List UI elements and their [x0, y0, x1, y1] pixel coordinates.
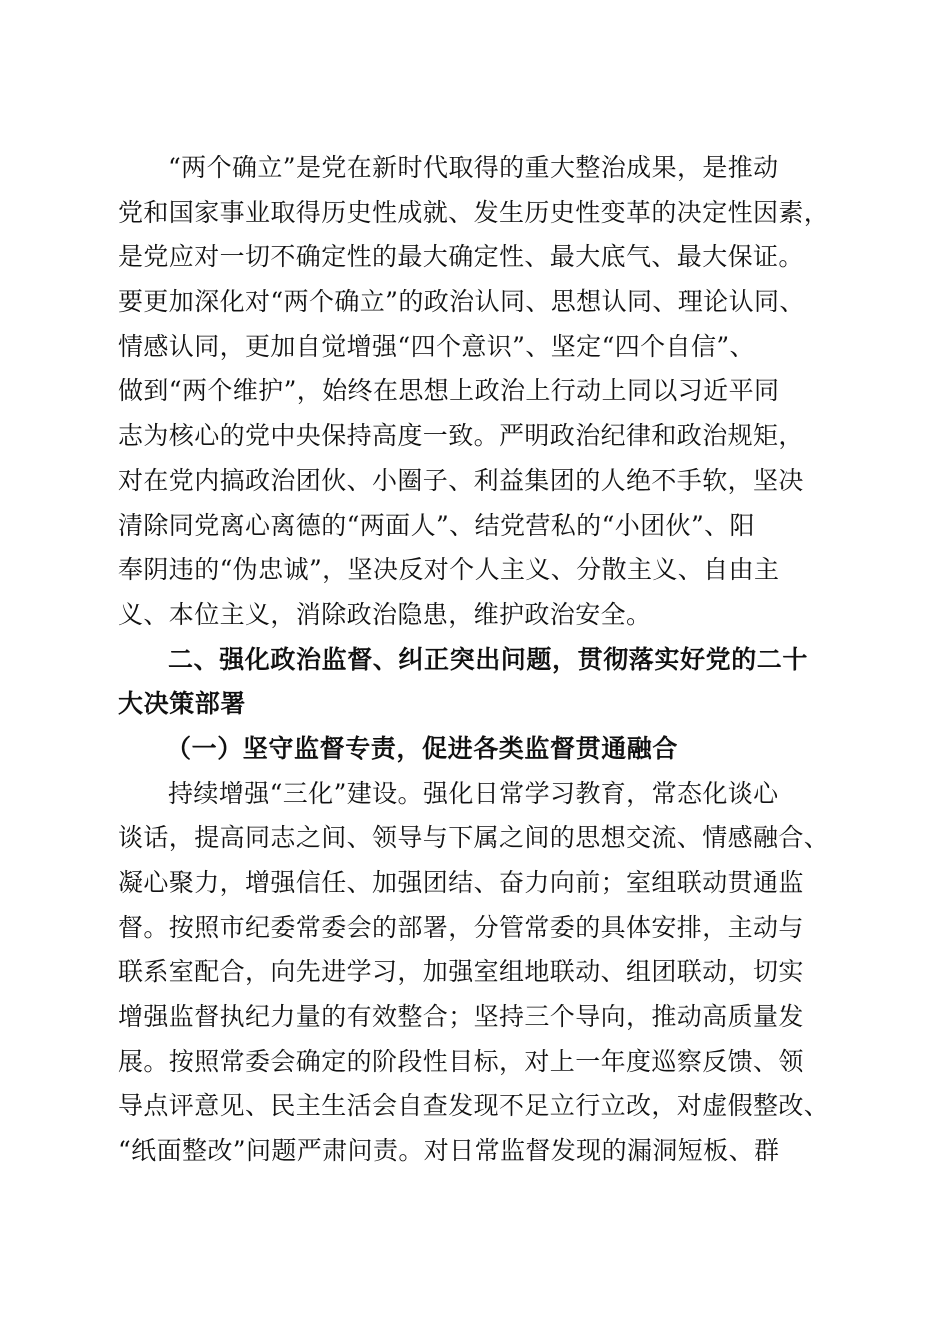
text-line: 义、本位主义，消除政治隐患，维护政治安全。 [118, 599, 652, 629]
text-line: 党和国家事业取得历史性成就、发生历史性变革的决定性因素， [118, 197, 830, 227]
text-line: 要更加深化对“两个确立”的政治认同、思想认同、理论认同、 [118, 287, 805, 317]
text-line: 联系室配合，向先进学习，加强室组地联动、组团联动，切实 [118, 957, 804, 987]
text-line: 凝心聚力，增强信任、加强团结、奋力向前；室组联动贯通监 [118, 868, 804, 897]
text-line: 谈话，提高同志之间、领导与下属之间的思想交流、情感融合、 [118, 823, 830, 853]
text-line: 增强监督执纪力量的有效整合；坚持三个导向，推动高质量发 [118, 1002, 804, 1032]
text-line: 情感认同，更加自觉增强“四个意识”、坚定“四个自信”、 [118, 331, 755, 361]
text-line: 展。按照常委会确定的阶段性目标，对上一年度巡察反馈、领 [118, 1046, 804, 1076]
paragraph-political-confirmation [118, 146, 830, 638]
heading-line: 大决策部署 [118, 689, 247, 719]
text-line: 做到“两个维护”，始终在思想上政治上行动上同以习近平同 [118, 376, 780, 406]
text-line: 奉阴违的“伪忠诚”，坚决反对个人主义、分散主义、自由主 [118, 555, 780, 585]
text-line: “两个确立”是党在新时代取得的重大整治成果，是推动 [168, 153, 779, 182]
text-line: 志为核心的党中央保持高度一致。严明政治纪律和政治规矩， [118, 421, 804, 451]
text-line: 对在党内搞政治团伙、小圈子、利益集团的人绝不手软，坚决 [118, 465, 804, 495]
section-heading [118, 638, 826, 727]
text-line: “纸面整改”问题严肃问责。对日常监督发现的漏洞短板、群 [118, 1136, 780, 1166]
text-line: 导点评意见、民主生活会自查发现不足立行立改，对虚假整改、 [118, 1091, 830, 1121]
paragraph-supervision [118, 772, 830, 1174]
text-line: 清除同党离心离德的“两面人”、结党营私的“小团伙”、阳 [118, 510, 755, 540]
document-body [118, 146, 830, 1174]
text-line: 持续增强“三化”建设。强化日常学习教育，常态化谈心 [168, 778, 779, 808]
text-line: 是党应对一切不确定性的最大确定性、最大底气、最大保证。 [118, 242, 804, 272]
subsection-heading: （一）坚守监督专责，促进各类监督贯通融合 [166, 733, 679, 763]
text-line: 督。按照市纪委常委会的部署，分管常委的具体安排，主动与 [118, 912, 804, 942]
heading-line: 二、强化政治监督、纠正突出问题，贯彻落实好党的二十 [168, 644, 809, 674]
